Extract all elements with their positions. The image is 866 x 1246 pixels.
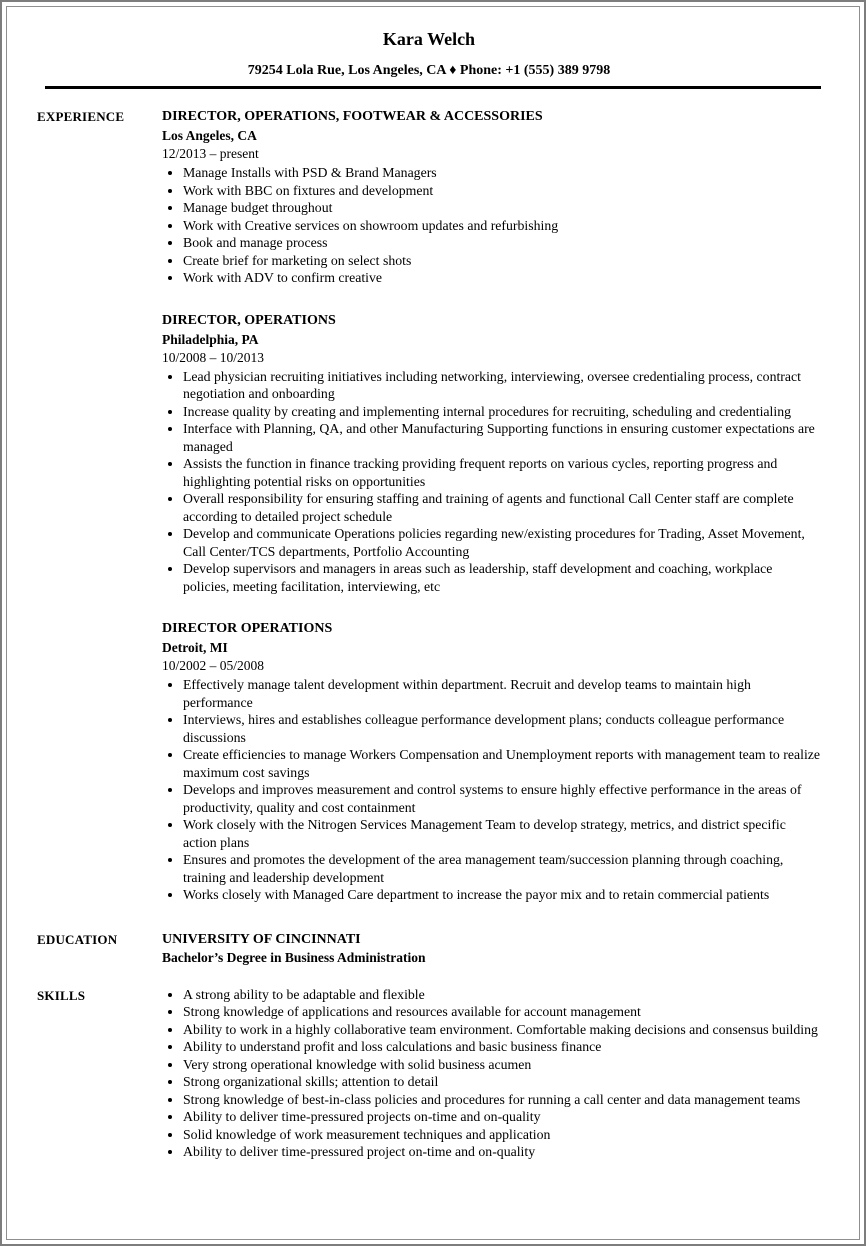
- job-bullet: • Works closely with Managed Care department to increase the payor mix and to retain commercial patients: [183, 886, 821, 904]
- job-dates: 12/2013 – present: [162, 146, 259, 161]
- job-bullet: • Create brief for marketing on select shots: [183, 252, 821, 270]
- education-content: [162, 930, 821, 967]
- skills-content: [162, 986, 821, 1161]
- job-bullet: • Manage Installs with PSD & Brand Managers: [183, 164, 821, 182]
- job-title: DIRECTOR, OPERATIONS: [162, 312, 336, 328]
- job-bullet: • Effectively manage talent development within department. Recruit and develop teams to maintain high performance: [183, 676, 821, 711]
- skill-bullet: • Ability to deliver time-pressured project on-time and on-quality: [183, 1143, 821, 1161]
- job-bullets: [162, 368, 821, 596]
- degree-name: Bachelor’s Degree in Business Administration: [162, 949, 426, 965]
- job-bullet: • Assists the function in finance tracking providing frequent reports on various cycles, reporting progress and highlighting potential risks on opportunities: [183, 455, 821, 490]
- skills-label: SKILLS: [37, 987, 86, 1003]
- job-bullet: • Develop supervisors and managers in areas such as leadership, staff development and coaching, workplace policies, meeting facilitation, interviewing, etc: [183, 560, 821, 595]
- skill-bullet: • Strong organizational skills; attention to detail: [183, 1073, 821, 1091]
- job-bullet: • Increase quality by creating and implementing internal procedures for recruiting, scheduling and credentialing: [183, 403, 821, 421]
- skill-bullet: • Ability to understand profit and loss calculations and basic business finance: [183, 1038, 821, 1056]
- experience-label: EXPERIENCE: [37, 109, 125, 124]
- job-location: Los Angeles, CA: [162, 128, 257, 143]
- job-dates: 10/2002 – 05/2008: [162, 658, 265, 673]
- experience-section: [37, 107, 821, 904]
- experience-content: [162, 107, 821, 904]
- job-dates: 10/2008 – 10/2013: [162, 349, 265, 365]
- skills-section: [37, 986, 821, 1161]
- skill-bullet: • Strong knowledge of best-in-class policies and procedures for running a call center and data management teams: [183, 1091, 821, 1109]
- resume-sheet: [6, 6, 860, 1240]
- job-bullet: • Work with Creative services on showroom updates and refurbishing: [183, 217, 821, 235]
- job-bullet: • Overall responsibility for ensuring staffing and training of agents and functional Call Center staff are complete according to detailed project schedule: [183, 490, 821, 525]
- skill-bullet: • Strong knowledge of applications and resources available for account management: [183, 1003, 821, 1021]
- education-section: [37, 930, 821, 967]
- job-title: DIRECTOR, OPERATIONS, FOOTWEAR & ACCESSORIES: [162, 109, 543, 124]
- job-bullet: • Lead physician recruiting initiatives including networking, interviewing, oversee credentialing process, contract negotiation and onboarding: [183, 368, 821, 403]
- job-bullet: • Interviews, hires and establishes colleague performance development plans; conducts colleague performance discussions: [183, 711, 821, 746]
- job-bullet: • Manage budget throughout: [183, 199, 821, 217]
- job-bullet: • Work closely with the Nitrogen Services Management Team to develop strategy, metrics, and district specific action plans: [183, 816, 821, 851]
- job-bullet: • Create efficiencies to manage Workers Compensation and Unemployment reports with management team to realize maximum cost savings: [183, 746, 821, 781]
- job-bullet: • Develops and improves measurement and control systems to ensure highly effective performance in the areas of productivity, quality and cost containment: [183, 781, 821, 816]
- school-name: UNIVERSITY OF CINCINNATI: [162, 931, 361, 947]
- job-title: DIRECTOR OPERATIONS: [162, 621, 333, 636]
- job-bullet: • Ensures and promotes the development of the area management team/succession planning through coaching, training and leadership development: [183, 851, 821, 886]
- job-entry: [162, 107, 821, 287]
- job-bullets: [162, 164, 821, 287]
- skill-bullet: • Very strong operational knowledge with solid business acumen: [183, 1056, 821, 1074]
- job-bullet: • Interface with Planning, QA, and other Manufacturing Supporting functions in ensuring customer expectations are managed: [183, 420, 821, 455]
- skill-bullet: • Ability to deliver time-pressured projects on-time and on-quality: [183, 1108, 821, 1126]
- contact-line: 79254 Lola Rue, Los Angeles, CA ♦ Phone: +1 (555) 389 9798: [247, 63, 611, 78]
- person-name: Kara Welch: [382, 29, 476, 49]
- job-bullet: • Work with ADV to confirm creative: [183, 269, 821, 287]
- job-bullet: • Book and manage process: [183, 234, 821, 252]
- header-rule: [45, 86, 821, 89]
- job-bullet: • Develop and communicate Operations policies regarding new/existing procedures for Trading, Asset Movement, Call Center/TCS departments, Portfolio Accounting: [183, 525, 821, 560]
- education-label: EDUCATION: [37, 931, 118, 947]
- skill-bullet: • Ability to work in a highly collaborative team environment. Comfortable making decisions and consensus building: [183, 1021, 821, 1039]
- skills-bullets: [162, 986, 821, 1161]
- job-location: Philadelphia, PA: [162, 331, 259, 347]
- skill-bullet: • Solid knowledge of work measurement techniques and application: [183, 1126, 821, 1144]
- job-location: Detroit, MI: [162, 640, 228, 655]
- job-bullets: [162, 676, 821, 904]
- resume-header: [37, 30, 821, 89]
- skill-bullet: • A strong ability to be adaptable and flexible: [183, 986, 821, 1004]
- job-bullet: • Work with BBC on fixtures and development: [183, 182, 821, 200]
- job-entry: [162, 311, 821, 596]
- job-entry: [162, 619, 821, 904]
